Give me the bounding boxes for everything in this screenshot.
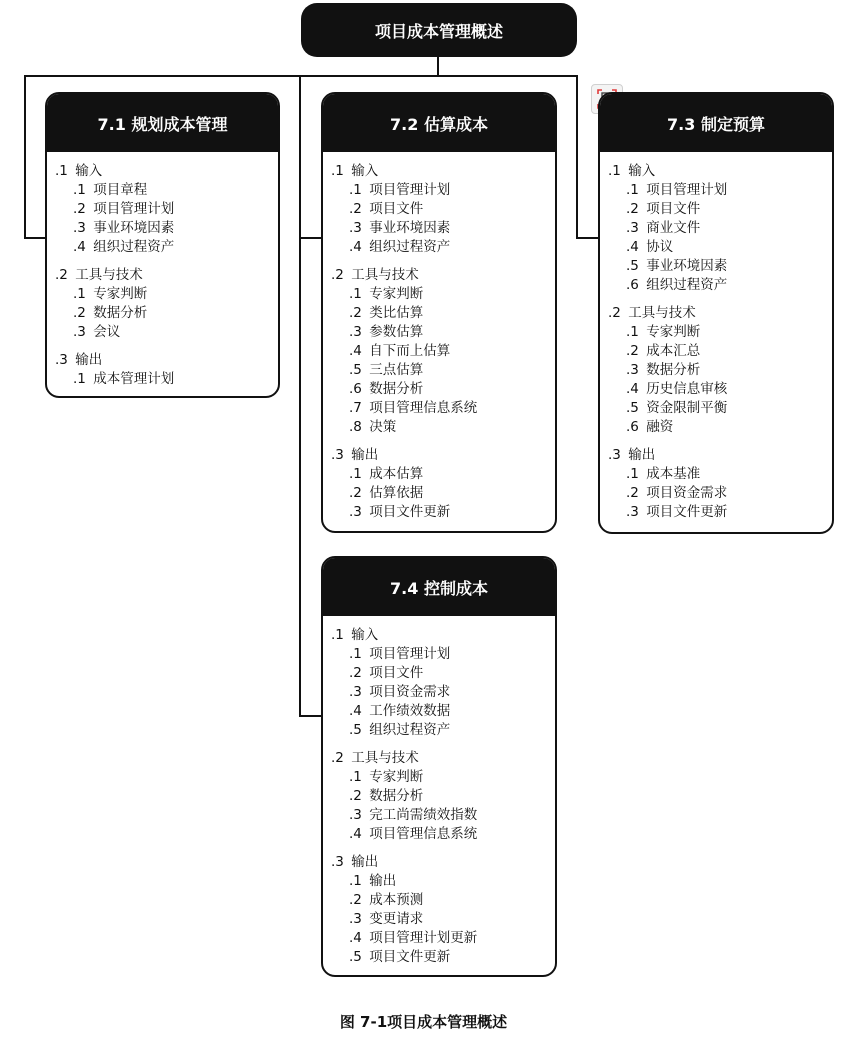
list-item (331, 361, 555, 380)
item-text: 成本基准 (646, 466, 701, 482)
item-number: .4 (73, 239, 86, 255)
section (55, 162, 278, 257)
list-item (608, 503, 832, 522)
box-body (600, 152, 832, 522)
section-number: .3 (331, 854, 344, 870)
item-text: 项目文件更新 (646, 504, 728, 520)
item-text: 事业环境因素 (93, 220, 175, 236)
list-item (608, 181, 832, 200)
item-number: .6 (626, 277, 639, 293)
item-number: .7 (349, 400, 362, 416)
item-text: 商业文件 (646, 220, 701, 236)
item-text: 协议 (646, 239, 674, 255)
process-box-7-2 (321, 92, 557, 533)
section-number: .2 (331, 750, 344, 766)
item-number: .4 (626, 381, 639, 397)
item-number: .3 (626, 220, 639, 236)
connector-middle-trunk (299, 75, 301, 717)
root-title: 项目成本管理概述 (374, 21, 503, 41)
box-title: 7.1 规划成本管理 (47, 94, 278, 152)
list-item (608, 342, 832, 361)
list-item (55, 323, 278, 342)
item-number: .2 (349, 485, 362, 501)
item-text: 专家判断 (369, 286, 424, 302)
item-number: .1 (349, 769, 362, 785)
section (331, 162, 555, 257)
item-number: .2 (73, 201, 86, 217)
section-label: 工具与技术 (351, 267, 419, 283)
section-title (331, 266, 555, 285)
section-number: .3 (331, 447, 344, 463)
section (55, 351, 278, 389)
list-item (331, 948, 555, 967)
box-title: 7.2 估算成本 (323, 94, 555, 152)
item-text: 成本预测 (369, 892, 424, 908)
list-item (331, 872, 555, 891)
item-text: 历史信息审核 (646, 381, 728, 397)
item-text: 估算依据 (369, 485, 424, 501)
item-text: 项目管理计划更新 (369, 930, 478, 946)
list-item (331, 503, 555, 522)
list-item (55, 181, 278, 200)
item-number: .5 (626, 258, 639, 274)
list-item (331, 342, 555, 361)
figure-caption: 图 7-1项目成本管理概述 (339, 1013, 508, 1031)
connector-middle-stub-7-4 (299, 715, 322, 717)
section-number: .1 (608, 163, 621, 179)
item-text: 组织过程资产 (369, 239, 451, 255)
item-text: 项目文件 (646, 201, 701, 217)
item-number: .2 (626, 343, 639, 359)
list-item (331, 721, 555, 740)
box-body (47, 152, 278, 389)
item-number: .6 (626, 419, 639, 435)
item-text: 完工尚需绩效指数 (369, 807, 478, 823)
section (331, 446, 555, 522)
item-number: .3 (73, 220, 86, 236)
item-text: 项目管理计划 (369, 182, 451, 198)
item-text: 成本估算 (369, 466, 424, 482)
process-box-7-1 (45, 92, 280, 398)
section-number: .3 (55, 352, 68, 368)
item-number: .4 (349, 703, 362, 719)
item-number: .3 (349, 324, 362, 340)
section-number: .1 (331, 163, 344, 179)
section-label: 输入 (628, 163, 656, 179)
list-item (331, 238, 555, 257)
section (608, 446, 832, 522)
item-number: .1 (349, 873, 362, 889)
item-text: 项目资金需求 (369, 684, 451, 700)
item-text: 会议 (93, 324, 121, 340)
list-item (608, 380, 832, 399)
item-number: .2 (349, 788, 362, 804)
section-title (608, 162, 832, 181)
root-node (301, 3, 577, 57)
item-text: 项目管理计划 (93, 201, 175, 217)
list-item (331, 418, 555, 437)
item-text: 事业环境因素 (369, 220, 451, 236)
item-number: .8 (349, 419, 362, 435)
list-item (55, 304, 278, 323)
item-text: 组织过程资产 (369, 722, 451, 738)
item-number: .3 (349, 807, 362, 823)
item-text: 输出 (369, 873, 397, 889)
list-item (331, 683, 555, 702)
section-title (331, 626, 555, 645)
box-title: 7.4 控制成本 (323, 558, 555, 616)
item-text: 项目文件 (369, 201, 424, 217)
list-item (608, 238, 832, 257)
section-label: 输出 (75, 352, 103, 368)
item-number: .1 (626, 466, 639, 482)
item-text: 数据分析 (646, 362, 701, 378)
section-title (331, 749, 555, 768)
item-text: 项目文件 (369, 665, 424, 681)
list-item (331, 645, 555, 664)
item-number: .4 (349, 239, 362, 255)
connector-horizontal (24, 75, 578, 77)
list-item (55, 370, 278, 389)
process-box-7-4 (321, 556, 557, 977)
connector-root-down (437, 56, 439, 77)
list-item (55, 285, 278, 304)
item-number: .4 (349, 826, 362, 842)
list-item (331, 323, 555, 342)
item-number: .1 (73, 371, 86, 387)
item-number: .2 (626, 485, 639, 501)
item-text: 资金限制平衡 (646, 400, 728, 416)
section-label: 输入 (75, 163, 103, 179)
list-item (331, 768, 555, 787)
item-text: 事业环境因素 (646, 258, 728, 274)
list-item (331, 891, 555, 910)
section (55, 266, 278, 342)
item-text: 组织过程资产 (93, 239, 175, 255)
list-item (608, 200, 832, 219)
list-item (331, 285, 555, 304)
item-text: 成本汇总 (646, 343, 701, 359)
box-body (323, 616, 555, 967)
item-number: .6 (349, 381, 362, 397)
item-text: 决策 (369, 419, 397, 435)
item-number: .2 (349, 665, 362, 681)
section-label: 输入 (351, 627, 379, 643)
list-item (331, 484, 555, 503)
section-label: 工具与技术 (75, 267, 143, 283)
section-title (55, 162, 278, 181)
list-item (331, 465, 555, 484)
section-title (608, 304, 832, 323)
item-number: .5 (349, 362, 362, 378)
list-item (331, 787, 555, 806)
list-item (608, 361, 832, 380)
item-number: .5 (349, 949, 362, 965)
section-title (608, 446, 832, 465)
list-item (55, 238, 278, 257)
item-number: .1 (349, 182, 362, 198)
list-item (331, 380, 555, 399)
section (331, 749, 555, 844)
item-text: 项目管理计划 (646, 182, 728, 198)
list-item (608, 484, 832, 503)
list-item (608, 276, 832, 295)
item-number: .1 (626, 324, 639, 340)
item-text: 融资 (646, 419, 674, 435)
item-number: .3 (626, 504, 639, 520)
item-text: 专家判断 (93, 286, 148, 302)
connector-right-stub (576, 237, 599, 239)
item-number: .5 (626, 400, 639, 416)
item-number: .1 (349, 286, 362, 302)
item-text: 数据分析 (369, 381, 424, 397)
item-text: 项目章程 (93, 182, 148, 198)
item-text: 数据分析 (93, 305, 148, 321)
section (331, 853, 555, 967)
item-number: .1 (73, 286, 86, 302)
item-text: 项目文件更新 (369, 504, 451, 520)
list-item (331, 304, 555, 323)
item-text: 项目文件更新 (369, 949, 451, 965)
section-number: .3 (608, 447, 621, 463)
item-text: 工作绩效数据 (369, 703, 451, 719)
item-number: .3 (349, 911, 362, 927)
item-text: 专家判断 (646, 324, 701, 340)
section-label: 输出 (351, 854, 379, 870)
item-number: .4 (626, 239, 639, 255)
process-box-7-3 (598, 92, 834, 534)
item-text: 数据分析 (369, 788, 424, 804)
list-item (608, 418, 832, 437)
connector-left-down (24, 75, 26, 239)
list-item (331, 200, 555, 219)
section-label: 输入 (351, 163, 379, 179)
section-title (331, 853, 555, 872)
section-number: .2 (331, 267, 344, 283)
section-label: 输出 (628, 447, 656, 463)
section (331, 266, 555, 437)
connector-right-down (576, 75, 578, 239)
list-item (331, 399, 555, 418)
item-number: .1 (626, 182, 639, 198)
item-text: 自下而上估算 (369, 343, 451, 359)
section (608, 304, 832, 437)
section-number: .1 (55, 163, 68, 179)
section-title (55, 266, 278, 285)
item-number: .3 (349, 684, 362, 700)
list-item (331, 181, 555, 200)
item-number: .2 (349, 892, 362, 908)
item-number: .1 (349, 646, 362, 662)
item-text: 变更请求 (369, 911, 424, 927)
item-text: 项目管理信息系统 (369, 400, 478, 416)
section-label: 工具与技术 (628, 305, 696, 321)
item-number: .3 (626, 362, 639, 378)
list-item (331, 929, 555, 948)
item-number: .5 (349, 722, 362, 738)
section-label: 输出 (351, 447, 379, 463)
item-number: .4 (349, 343, 362, 359)
item-number: .2 (349, 305, 362, 321)
list-item (608, 465, 832, 484)
list-item (55, 219, 278, 238)
item-text: 专家判断 (369, 769, 424, 785)
item-number: .1 (73, 182, 86, 198)
item-number: .2 (73, 305, 86, 321)
list-item (331, 219, 555, 238)
item-text: 类比估算 (369, 305, 424, 321)
item-text: 成本管理计划 (93, 371, 175, 387)
section-number: .2 (608, 305, 621, 321)
item-text: 参数估算 (369, 324, 424, 340)
list-item (608, 257, 832, 276)
list-item (608, 219, 832, 238)
list-item (331, 664, 555, 683)
item-text: 项目资金需求 (646, 485, 728, 501)
list-item (55, 200, 278, 219)
list-item (331, 910, 555, 929)
item-number: .2 (626, 201, 639, 217)
list-item (608, 323, 832, 342)
connector-left-stub (24, 237, 46, 239)
item-number: .4 (349, 930, 362, 946)
item-text: 项目管理信息系统 (369, 826, 478, 842)
section-title (55, 351, 278, 370)
box-body (323, 152, 555, 522)
section-number: .1 (331, 627, 344, 643)
item-number: .3 (349, 220, 362, 236)
section-number: .2 (55, 267, 68, 283)
section (331, 626, 555, 740)
section-label: 工具与技术 (351, 750, 419, 766)
list-item (608, 399, 832, 418)
item-number: .2 (349, 201, 362, 217)
item-text: 项目管理计划 (369, 646, 451, 662)
section-title (331, 446, 555, 465)
list-item (331, 702, 555, 721)
section (608, 162, 832, 295)
item-text: 三点估算 (369, 362, 424, 378)
section-title (331, 162, 555, 181)
list-item (331, 825, 555, 844)
box-title: 7.3 制定预算 (600, 94, 832, 152)
item-text: 组织过程资产 (646, 277, 728, 293)
item-number: .3 (349, 504, 362, 520)
item-number: .3 (73, 324, 86, 340)
item-number: .1 (349, 466, 362, 482)
connector-middle-stub-7-2 (299, 237, 322, 239)
list-item (331, 806, 555, 825)
